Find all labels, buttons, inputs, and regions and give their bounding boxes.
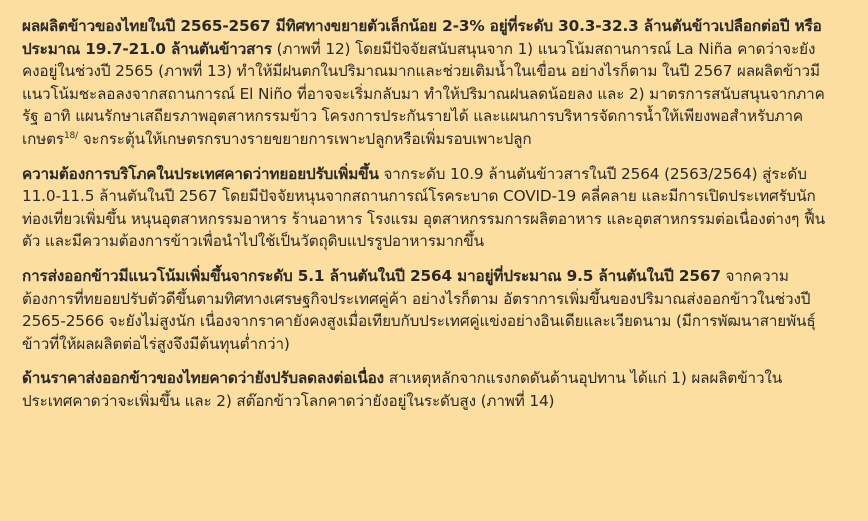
footnote-marker: 18/ <box>63 130 79 141</box>
paragraph-body: สาเหตุหลักจากแรงกดดันด้านอุปทาน ได้แก่ 1) ผลผลิตข้าวในประเทศคาดว่าจะเพิ่มขึ้น และ 2) สต๊อกข้าวโลกคาดว่ายังอยู่ในระดับสูง (ภาพที่ 14) <box>22 369 783 410</box>
paragraph-body: จากความต้องการที่ทยอยปรับตัวดีขึ้นตามทิศทางเศรษฐกิจประเทศคู่ค้า อย่างไรก็ตาม อัตราการเพิ่มขึ้นของปริมาณส่งออกข้าวในช่วงปี 2565-2566 จะยังไม่สูงนัก เนื่องจากราคายังคงสูงเมื่อเทียบกับประเทศคู่แข่งอย่างอินเดียและเวียดนาม (มีการพัฒนาสายพันธุ์ข้าวที่ให้ผลผลิตต่อไร่สูงจึงมีต้นทุนต่ำกว่า) <box>22 266 816 353</box>
paragraph-rice-production <box>22 15 828 151</box>
paragraph-domestic-demand <box>22 163 828 253</box>
paragraph-heading: ผลผลิตข้าวของไทยในปี 2565-2567 มีทิศทางขยายตัวเล็กน้อย 2-3% อยู่ที่ระดับ 30.3-32.3 ล้านตันข้าวเปลือกต่อปี หรือประมาณ 19.7-21.0 ล้านตันข้าวสาร <box>22 17 822 58</box>
paragraph-rice-exports <box>22 265 828 355</box>
paragraph-heading: ด้านราคาส่งออกข้าวของไทยคาดว่ายังปรับลดลงต่อเนื่อง <box>22 369 385 388</box>
paragraph-body-continued: จะกระตุ้นให้เกษตรกรบางรายขยายการเพาะปลูกหรือเพิ่มรอบเพาะปลูก <box>78 129 532 148</box>
paragraph-heading: ความต้องการบริโภคในประเทศคาดว่าทยอยปรับเพิ่มขึ้น <box>22 164 379 183</box>
paragraph-body: จากระดับ 10.9 ล้านตันข้าวสารในปี 2564 (2563/2564) สู่ระดับ 11.0-11.5 ล้านตันในปี 2567 โดยมีปัจจัยหนุนจากสถานการณ์โรคระบาด COVID-19 คลี่คลาย และมีการเปิดประเทศรับนักท่องเที่ยวเพิ่มขึ้น หนุนอุตสาหกรรมอาหาร ร้านอาหาร โรงแรม อุตสาหกรรมการผลิตอาหาร และอุตสาหกรรมต่อเนื่องต่างๆ ฟื้นตัว และมีความต้องการข้าวเพื่อนำไปใช้เป็นวัตถุดิบแปรรูปอาหารมากขึ้น <box>22 164 825 251</box>
paragraph-body: (ภาพที่ 12) โดยมีปัจจัยสนับสนุนจาก 1) แนวโน้มสถานการณ์ La Niña คาดว่าจะยังคงอยู่ในช่วงปี 2565 (ภาพที่ 13) ทำให้มีฝนตกในปริมาณมากและช่วยเติมน้ำในเขื่อน อย่างไรก็ตาม ในปี 2567 ผลผลิตข้าวมีแนวโน้มชะลอลงจากสถานการณ์ El Niño ที่อาจจะเริ่มกลับมา ทำให้ปริมาณฝนลดน้อยลง และ 2) มาตรการสนับสนุนจากภาครัฐ อาทิ แผนรักษาเสถียรภาพอุตสาหกรรมข้าว โครงการประกันรายได้ และแผนการบริหารจัดการน้ำให้เพียงพอสำหรับภาคเกษตร <box>22 39 825 148</box>
paragraph-heading: การส่งออกข้าวมีแนวโน้มเพิ่มขึ้นจากระดับ 5.1 ล้านตันในปี 2564 มาอยู่ที่ประมาณ 9.5 ล้านตันในปี 2567 <box>22 266 721 285</box>
paragraph-export-prices <box>22 367 828 412</box>
